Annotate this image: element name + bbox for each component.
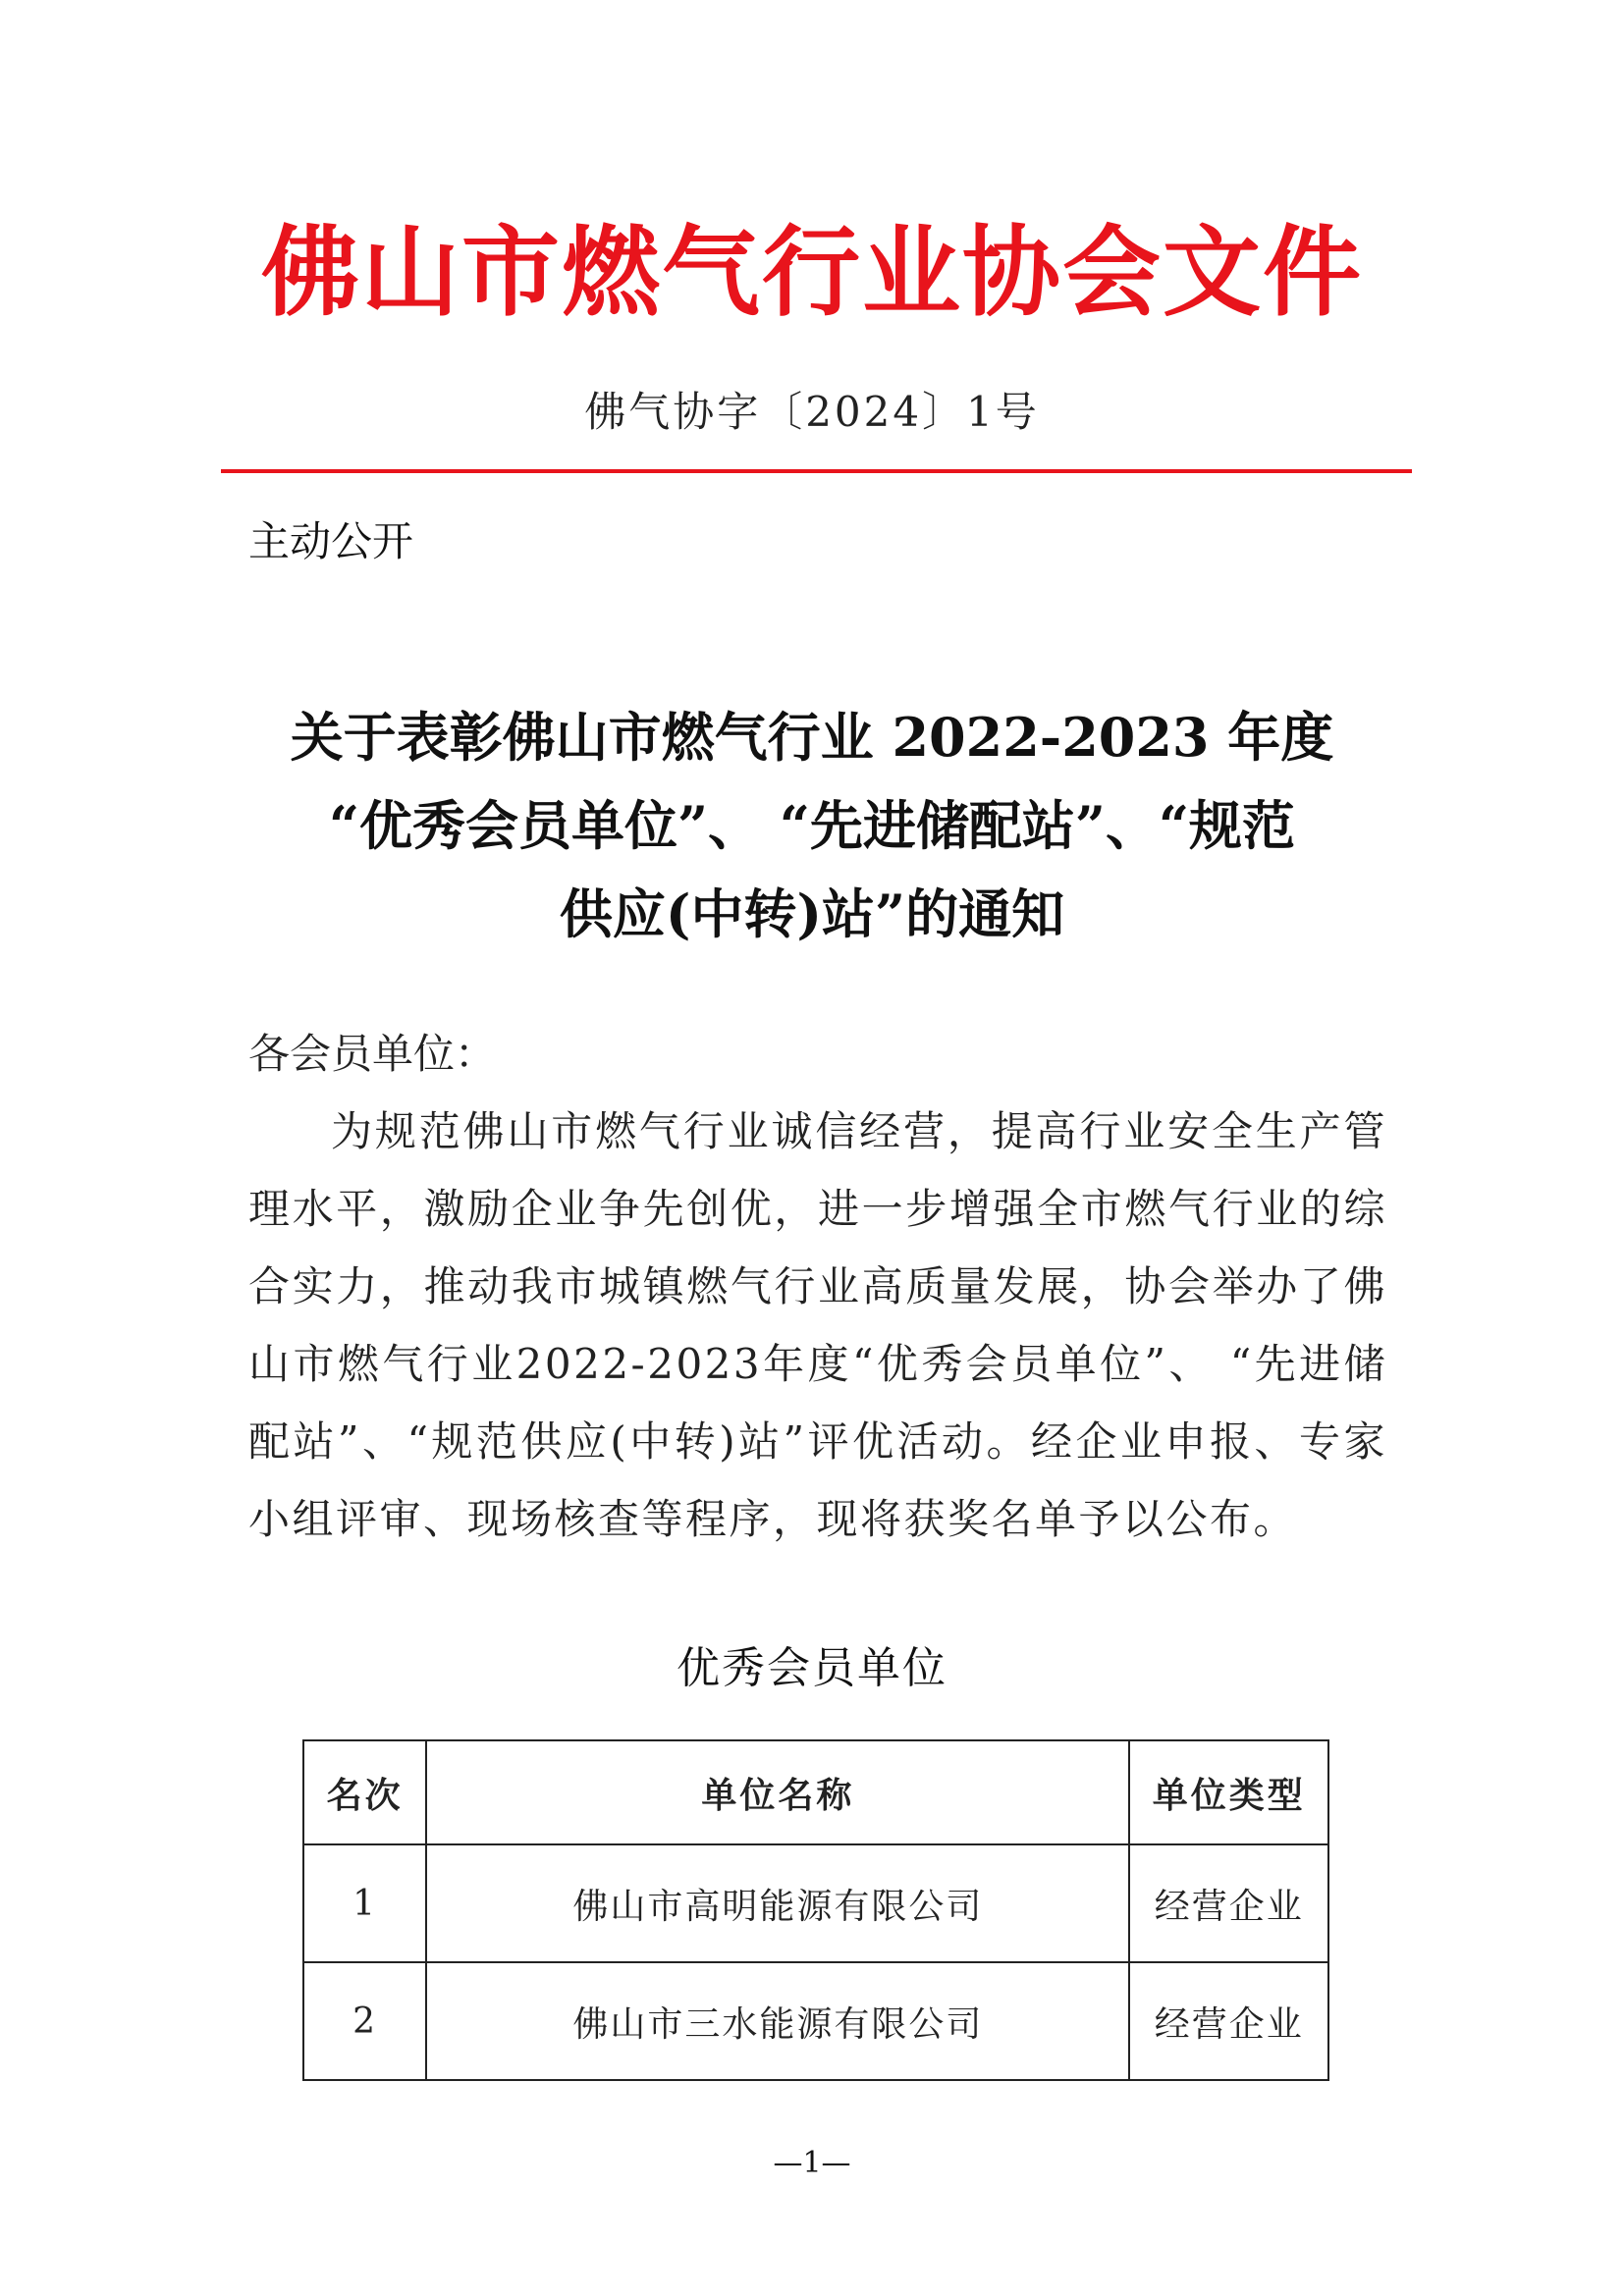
notice-title-line: “优秀会员单位”、 “先进储配站”、“规范 [328, 794, 1296, 857]
cell-unit-name: 佛山市高明能源有限公司 [426, 1844, 1129, 1962]
cell-unit-type: 经营企业 [1129, 1844, 1328, 1962]
notice-title-line: 供应(中转)站”的通知 [559, 882, 1065, 945]
table-row [303, 1844, 1328, 1962]
table-row [303, 1962, 1328, 2080]
salutation: 各会员单位： [248, 1030, 497, 1078]
notice-body [248, 1015, 1387, 1558]
header-unit-name: 单位名称 [426, 1740, 1129, 1844]
table-caption: 优秀会员单位 [677, 1643, 947, 1693]
body-paragraph: 为规范佛山市燃气行业诚信经营，提高行业安全生产管理水平，激励企业争先创优，进一步增强全市燃气行业的综合实力，推动我市城镇燃气行业高质量发展，协会举办了佛山市燃气行业2022-2023年度“优秀会员单位”、 “先进储配站”、“规范供应(中转)站”评优活动。经企业申报、专家小组评审、现场核查等程序，现将获奖名单予以公布。 [248, 1107, 1387, 1543]
cell-unit-type: 经营企业 [1129, 1962, 1328, 2080]
document-number: 佛气协字〔2024〕1号 [584, 388, 1040, 436]
notice-title-line: 关于表彰佛山市燃气行业 2022-2023 年度 [290, 706, 1334, 769]
cell-unit-name: 佛山市三水能源有限公司 [426, 1962, 1129, 2080]
organization-title: 佛山市燃气行业协会文件 [261, 214, 1363, 330]
header-unit-type: 单位类型 [1129, 1740, 1328, 1844]
notice-title [236, 693, 1388, 958]
table-header-row [303, 1740, 1328, 1844]
disclosure-label: 主动公开 [248, 517, 414, 565]
cell-rank: 2 [303, 1962, 426, 2080]
cell-rank: 1 [303, 1844, 426, 1962]
page-number: —1— [773, 2146, 851, 2180]
awards-table [302, 1739, 1329, 2081]
header-rank: 名次 [303, 1740, 426, 1844]
red-divider [221, 469, 1412, 473]
